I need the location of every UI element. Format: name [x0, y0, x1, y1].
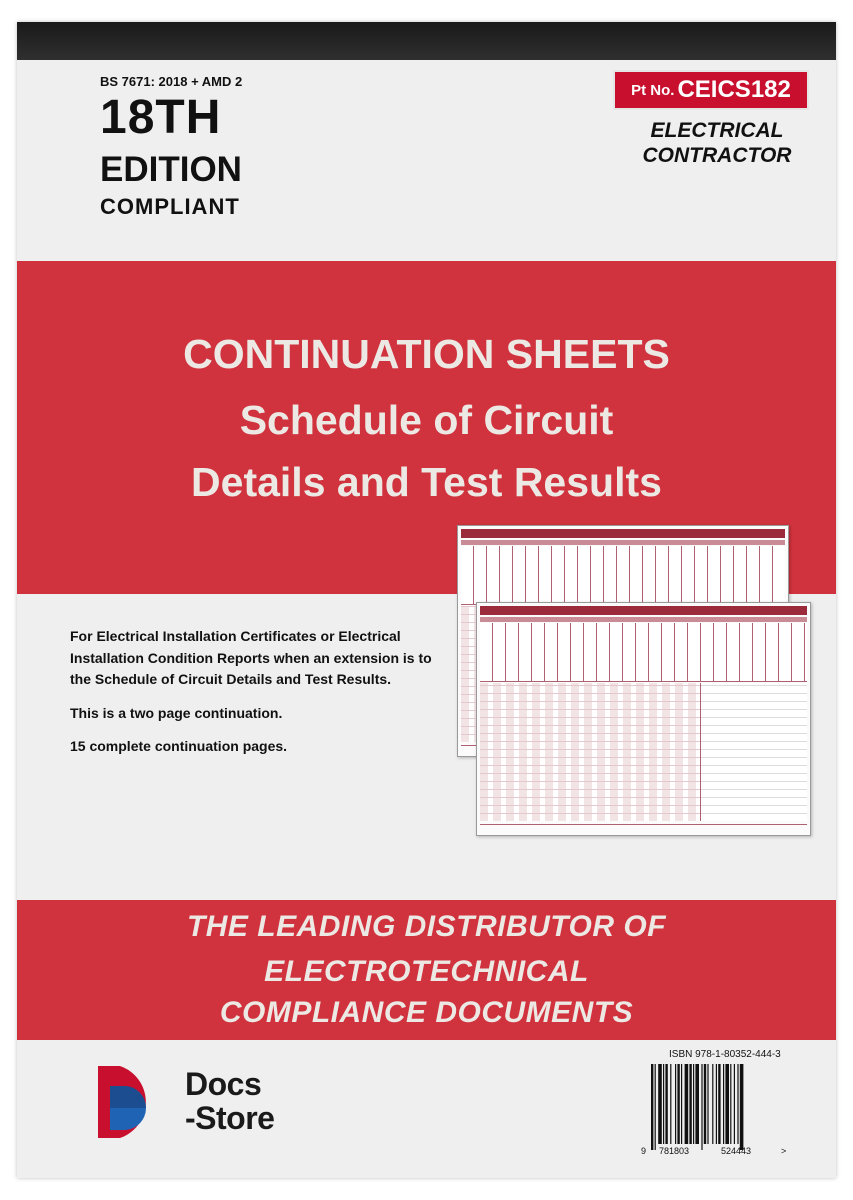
barcode-bar	[695, 1064, 699, 1144]
trade-label	[617, 118, 817, 168]
description-para-3: 15 complete continuation pages.	[70, 738, 288, 754]
sheet-title-bar	[480, 606, 807, 615]
barcode-digit-end: >	[781, 1146, 787, 1156]
barcode-bar	[689, 1064, 691, 1144]
pad-cover	[17, 22, 836, 1178]
barcode-bar	[655, 1064, 656, 1150]
sheet-subheader	[480, 617, 807, 622]
standard-label: BS 7671: 2018 + AMD 2	[100, 74, 243, 89]
barcode-bar	[712, 1064, 713, 1144]
description	[70, 626, 450, 770]
barcode-bar	[651, 1064, 653, 1150]
barcode-bar	[693, 1064, 694, 1144]
pad-binding	[17, 22, 836, 60]
part-number-prefix: Pt No.	[631, 81, 675, 99]
description-para-2: This is a two page continuation.	[70, 704, 283, 721]
sheet-column-headers	[461, 546, 785, 605]
edition-label: EDITION	[100, 150, 242, 189]
barcode-digit-first: 9	[641, 1146, 647, 1156]
barcode-bar	[675, 1064, 676, 1144]
slogan-band	[17, 900, 836, 1040]
description-para-1: For Electrical Installation Certificates or Electrical Installation Condition Reports when an extension is to the Schedule of Circuit Details and Test Results.	[70, 628, 432, 687]
title-line-2: Schedule of Circuit	[239, 397, 614, 443]
sample-sheet-front	[476, 602, 811, 836]
barcode-bar	[663, 1064, 664, 1144]
sheet-title-bar	[461, 529, 785, 538]
slogan-line-1: THE LEADING DISTRIBUTOR OF	[186, 910, 667, 943]
docs-store-logo-icon	[98, 1066, 158, 1138]
part-number-code: CEICS182	[677, 76, 791, 103]
barcode-bar	[658, 1064, 662, 1144]
part-number-badge	[613, 70, 809, 110]
barcode-bar	[737, 1064, 738, 1144]
brand-name-line-2: -Store	[185, 1100, 275, 1136]
title-line-1: CONTINUATION SHEETS	[183, 331, 670, 377]
barcode-bar	[670, 1064, 671, 1144]
sheet-table-rows	[480, 683, 700, 821]
barcode-bar	[665, 1064, 667, 1144]
barcode-bar	[718, 1064, 720, 1144]
barcode-bar	[707, 1064, 708, 1144]
slogan-line-2: ELECTROTECHNICAL	[264, 955, 589, 988]
barcode-bar	[701, 1064, 702, 1150]
isbn-text: ISBN 978-1-80352-444-3	[669, 1049, 781, 1060]
barcode-bar	[677, 1064, 679, 1144]
barcode-bar	[681, 1064, 682, 1144]
barcode-digits-group-2: 524443	[721, 1146, 752, 1156]
sheet-remarks-column	[700, 683, 807, 821]
trade-line-1: ELECTRICAL	[650, 119, 784, 142]
barcode-bar	[725, 1064, 729, 1144]
barcode-bar	[716, 1064, 717, 1144]
barcode-digits-group-1: 781803	[659, 1146, 690, 1156]
barcode-bar	[723, 1064, 724, 1144]
barcode-bar	[740, 1064, 744, 1150]
barcode-bar	[730, 1064, 731, 1144]
compliant-label: COMPLIANT	[100, 194, 240, 219]
sheet-footer	[480, 824, 807, 832]
sheet-column-headers	[480, 623, 807, 682]
edition-number: 18TH	[100, 91, 222, 144]
sheet-subheader	[461, 540, 785, 545]
title-line-3: Details and Test Results	[191, 459, 662, 505]
barcode-bar	[704, 1064, 706, 1144]
barcode	[649, 1064, 779, 1154]
barcode-bar	[685, 1064, 689, 1144]
barcode-bar	[734, 1064, 735, 1144]
trade-line-2: CONTRACTOR	[642, 144, 792, 167]
slogan-line-3: COMPLIANCE DOCUMENTS	[219, 996, 634, 1029]
brand-name-line-1: Docs	[185, 1066, 262, 1102]
